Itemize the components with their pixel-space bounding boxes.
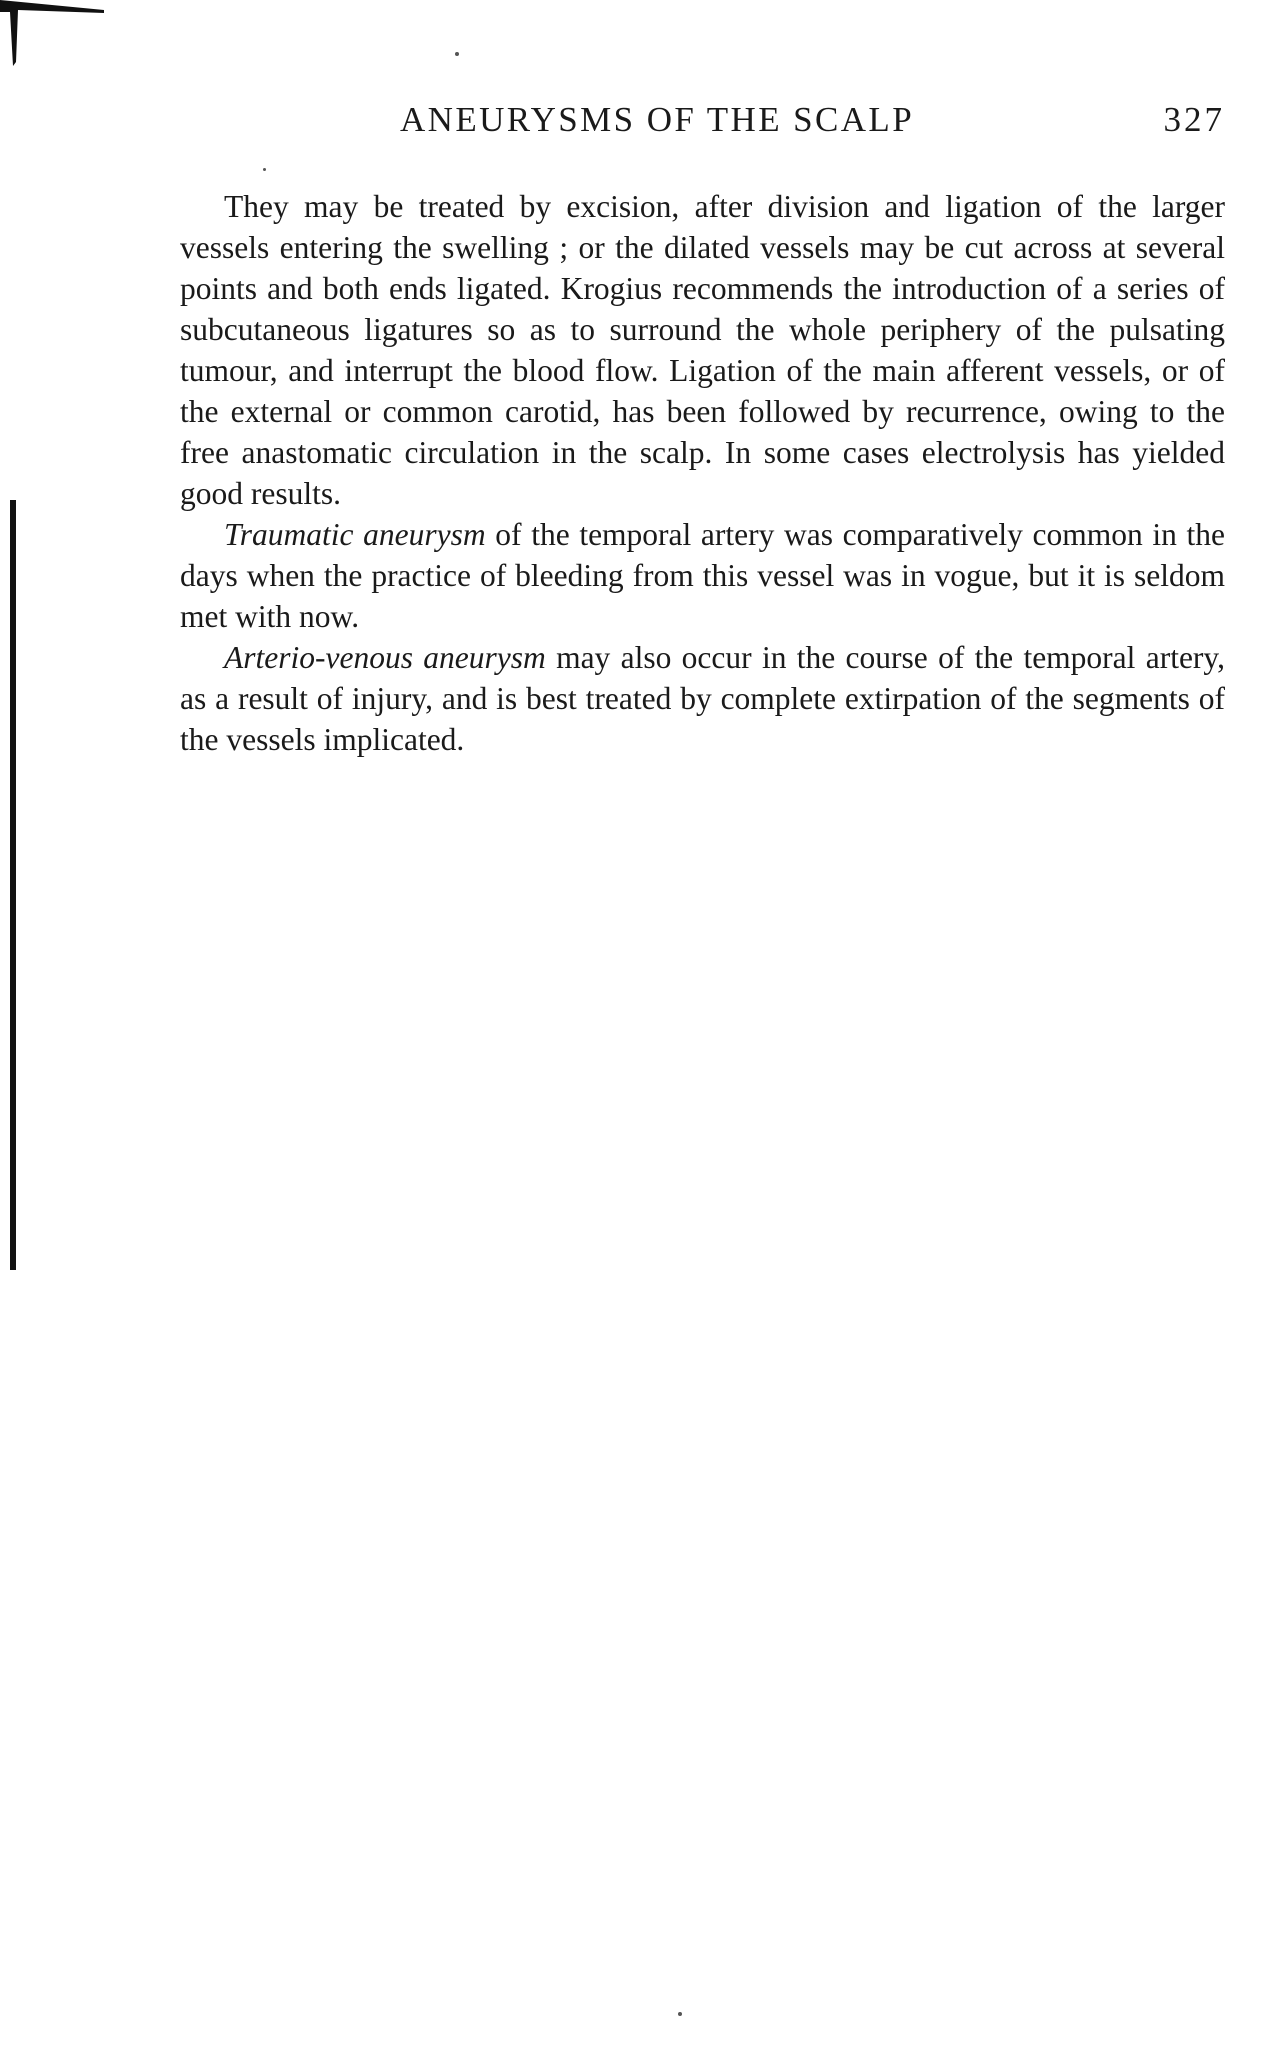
paragraph-text: They may be treated by excision, after division and ligation of the larger vessels entering the swelling ; or the dilated vessels may be cut across at several points and both ends ligated. Krogius recommends the introduction of a series of subcutaneous ligatures so as to surround the whole periphery of the pulsating tumour, and interrupt the blood flow. Ligation of the main afferent vessels, or of the external or common carotid, has been followed by recurrence, owing to the free anastomatic circulation in the scalp. In some cases electrolysis has yielded good results. [180, 189, 1225, 511]
scan-edge-line [10, 500, 16, 1270]
paragraph-treatment [180, 186, 1225, 514]
paragraph-traumatic-aneurysm [180, 514, 1225, 637]
body-text [180, 186, 1225, 760]
paragraph-text: may also occur in the course of the temporal artery, as a result of injury, and is best treated by complete extirpation of the segments of the vessels implicated. [180, 640, 1225, 757]
scan-speck [455, 52, 459, 56]
paragraph-text: of the temporal artery was comparatively common in the days when the practice of bleeding from this vessel was in vogue, but it is seldom met with now. [180, 517, 1225, 634]
scan-corner-mark [0, 0, 110, 70]
paragraph-lead-term: Traumatic aneurysm [224, 517, 486, 552]
paragraph-arterio-venous-aneurysm [180, 637, 1225, 760]
scan-speck [263, 168, 266, 171]
page-title: ANEURYSMS OF THE SCALP [400, 100, 915, 139]
page-number: 327 [1163, 100, 1225, 139]
paragraph-lead-term: Arterio-venous aneurysm [224, 640, 546, 675]
running-head [180, 100, 1225, 148]
scan-speck [678, 2012, 682, 2016]
